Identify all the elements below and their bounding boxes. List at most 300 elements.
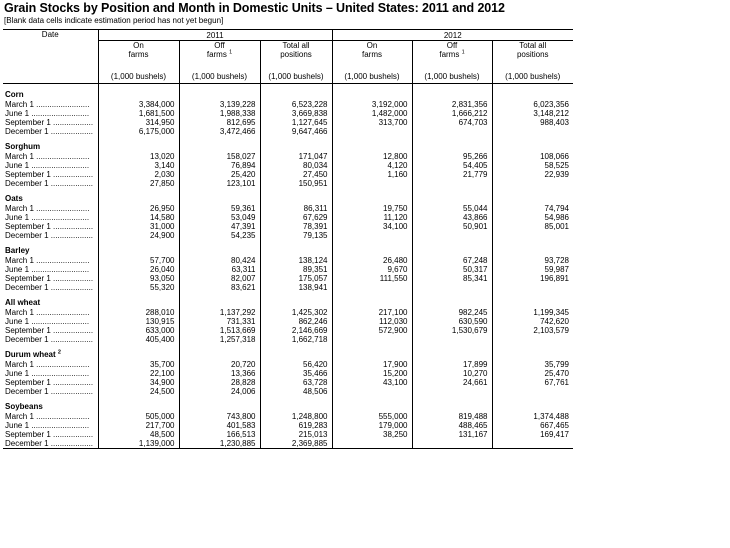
month-cell — [3, 127, 98, 136]
value-cell — [492, 231, 573, 240]
value-cell: 1,257,318 — [179, 335, 260, 344]
month-label: September 1 — [5, 430, 51, 439]
crop-name-label: Sorghum — [5, 142, 41, 151]
leader-dots: ........................ — [33, 308, 90, 317]
empty-cell — [179, 396, 260, 412]
value-cell: 6,023,356 — [492, 100, 573, 109]
value-cell: 2,030 — [98, 170, 179, 179]
crop-header-row — [3, 188, 573, 204]
value-cell: 76,894 — [179, 161, 260, 170]
leader-dots: .......................... — [29, 421, 90, 430]
value-cell: 633,000 — [98, 326, 179, 335]
month-cell — [3, 170, 98, 179]
date-column-header — [3, 30, 98, 84]
table-row — [3, 161, 573, 170]
leader-dots: .................. — [50, 430, 94, 439]
value-cell: 43,100 — [332, 378, 412, 387]
month-label: March 1 — [5, 100, 34, 109]
units-label: (1,000 bushels) — [492, 69, 573, 84]
empty-cell — [260, 240, 332, 256]
empty-cell — [332, 240, 412, 256]
leader-dots: ................... — [48, 127, 94, 136]
value-cell: 43,866 — [412, 213, 492, 222]
month-cell — [3, 412, 98, 421]
value-cell: 111,550 — [332, 274, 412, 283]
value-cell: 1,139,000 — [98, 439, 179, 449]
empty-cell — [412, 136, 492, 152]
table-row — [3, 222, 573, 231]
month-cell — [3, 265, 98, 274]
empty-cell — [179, 188, 260, 204]
month-cell — [3, 152, 98, 161]
leader-dots: ................... — [48, 335, 94, 344]
value-cell: 169,417 — [492, 430, 573, 439]
empty-cell — [332, 188, 412, 204]
crop-name-label: Corn — [5, 90, 24, 99]
value-cell: 108,066 — [492, 152, 573, 161]
month-label: December 1 — [5, 387, 49, 396]
value-cell: 56,420 — [260, 360, 332, 369]
table-row — [3, 152, 573, 161]
value-cell — [332, 179, 412, 188]
table-row — [3, 283, 573, 292]
value-cell: 54,405 — [412, 161, 492, 170]
crop-header-row — [3, 136, 573, 152]
crop-name — [3, 136, 98, 152]
value-cell: 67,761 — [492, 378, 573, 387]
month-label: September 1 — [5, 378, 51, 387]
value-cell: 217,100 — [332, 308, 412, 317]
year-2012-header: 2012 — [332, 30, 573, 41]
value-cell: 47,391 — [179, 222, 260, 231]
table-row — [3, 421, 573, 430]
value-cell: 3,384,000 — [98, 100, 179, 109]
table-row — [3, 412, 573, 421]
value-cell: 9,647,466 — [260, 127, 332, 136]
empty-cell — [179, 84, 260, 101]
value-cell: 405,400 — [98, 335, 179, 344]
value-cell: 988,403 — [492, 118, 573, 127]
value-cell: 17,900 — [332, 360, 412, 369]
units-label: (1,000 bushels) — [179, 69, 260, 84]
month-cell — [3, 308, 98, 317]
value-cell: 27,850 — [98, 179, 179, 188]
month-label: September 1 — [5, 170, 51, 179]
value-cell: 150,951 — [260, 179, 332, 188]
value-cell: 38,250 — [332, 430, 412, 439]
value-cell: 3,472,466 — [179, 127, 260, 136]
value-cell — [412, 439, 492, 449]
table-row — [3, 204, 573, 213]
value-cell: 1,662,718 — [260, 335, 332, 344]
value-cell: 93,728 — [492, 256, 573, 265]
value-cell: 2,369,885 — [260, 439, 332, 449]
leader-dots: ........................ — [33, 256, 90, 265]
units-label: (1,000 bushels) — [332, 69, 412, 84]
value-cell: 34,900 — [98, 378, 179, 387]
value-cell: 3,140 — [98, 161, 179, 170]
month-label: March 1 — [5, 360, 34, 369]
year-header-row — [3, 30, 573, 41]
value-cell: 25,420 — [179, 170, 260, 179]
year-2011-header: 2011 — [98, 30, 332, 41]
value-cell: 488,465 — [412, 421, 492, 430]
crop-name — [3, 188, 98, 204]
empty-cell — [332, 136, 412, 152]
footnote-marker: 2 — [57, 349, 61, 356]
empty-cell — [98, 84, 179, 101]
empty-cell — [260, 344, 332, 360]
value-cell: 24,661 — [412, 378, 492, 387]
month-label: March 1 — [5, 152, 34, 161]
value-cell: 982,245 — [412, 308, 492, 317]
month-label: December 1 — [5, 127, 49, 136]
value-cell: 28,828 — [179, 378, 260, 387]
month-cell — [3, 118, 98, 127]
total-2011-header: Total all positions — [260, 41, 332, 70]
table-row — [3, 231, 573, 240]
leader-dots: ........................ — [33, 204, 90, 213]
value-cell: 63,728 — [260, 378, 332, 387]
value-cell: 53,049 — [179, 213, 260, 222]
value-cell: 1,230,885 — [179, 439, 260, 449]
value-cell: 1,988,338 — [179, 109, 260, 118]
value-cell: 50,317 — [412, 265, 492, 274]
month-cell — [3, 360, 98, 369]
value-cell: 24,006 — [179, 387, 260, 396]
crop-header-row — [3, 396, 573, 412]
empty-cell — [98, 344, 179, 360]
value-cell — [412, 387, 492, 396]
leader-dots: .......................... — [29, 109, 90, 118]
crop-name — [3, 344, 98, 360]
table-row — [3, 274, 573, 283]
empty-cell — [332, 344, 412, 360]
leader-dots: .......................... — [29, 317, 90, 326]
value-cell: 17,899 — [412, 360, 492, 369]
value-cell: 10,270 — [412, 369, 492, 378]
value-cell: 862,246 — [260, 317, 332, 326]
empty-cell — [98, 240, 179, 256]
value-cell: 179,000 — [332, 421, 412, 430]
month-label: December 1 — [5, 231, 49, 240]
value-cell — [492, 127, 573, 136]
month-cell — [3, 283, 98, 292]
value-cell: 158,027 — [179, 152, 260, 161]
value-cell: 80,034 — [260, 161, 332, 170]
date-header-label: Date — [41, 30, 59, 39]
crop-name-label: All wheat — [5, 298, 41, 307]
value-cell: 112,030 — [332, 317, 412, 326]
value-cell: 1,482,000 — [332, 109, 412, 118]
value-cell — [492, 387, 573, 396]
value-cell: 35,700 — [98, 360, 179, 369]
empty-cell — [179, 344, 260, 360]
units-label: (1,000 bushels) — [260, 69, 332, 84]
value-cell — [412, 335, 492, 344]
value-cell: 80,424 — [179, 256, 260, 265]
value-cell: 95,266 — [412, 152, 492, 161]
value-cell: 3,669,838 — [260, 109, 332, 118]
leader-dots: ................... — [48, 283, 94, 292]
value-cell: 85,341 — [412, 274, 492, 283]
value-cell: 812,695 — [179, 118, 260, 127]
value-cell: 83,621 — [179, 283, 260, 292]
value-cell: 3,192,000 — [332, 100, 412, 109]
value-cell: 35,799 — [492, 360, 573, 369]
month-label: March 1 — [5, 308, 34, 317]
month-label: December 1 — [5, 179, 49, 188]
table-row — [3, 109, 573, 118]
empty-cell — [412, 396, 492, 412]
value-cell: 86,311 — [260, 204, 332, 213]
value-cell: 505,000 — [98, 412, 179, 421]
month-cell — [3, 387, 98, 396]
leader-dots: .................. — [50, 326, 94, 335]
crop-name — [3, 292, 98, 308]
empty-cell — [332, 84, 412, 101]
value-cell: 59,361 — [179, 204, 260, 213]
crop-header-row — [3, 240, 573, 256]
value-cell: 89,351 — [260, 265, 332, 274]
empty-cell — [260, 292, 332, 308]
value-cell: 63,311 — [179, 265, 260, 274]
empty-cell — [492, 344, 573, 360]
value-cell — [412, 283, 492, 292]
value-cell: 19,750 — [332, 204, 412, 213]
month-label: December 1 — [5, 283, 49, 292]
value-cell: 1,137,292 — [179, 308, 260, 317]
value-cell: 50,901 — [412, 222, 492, 231]
empty-cell — [412, 240, 492, 256]
value-cell: 55,320 — [98, 283, 179, 292]
month-label: September 1 — [5, 326, 51, 335]
value-cell: 1,666,212 — [412, 109, 492, 118]
value-cell: 11,120 — [332, 213, 412, 222]
value-cell: 401,583 — [179, 421, 260, 430]
value-cell: 79,135 — [260, 231, 332, 240]
value-cell: 31,000 — [98, 222, 179, 231]
grain-stocks-table — [3, 29, 573, 449]
value-cell — [492, 439, 573, 449]
value-cell — [332, 127, 412, 136]
empty-cell — [260, 136, 332, 152]
empty-cell — [98, 136, 179, 152]
value-cell: 619,283 — [260, 421, 332, 430]
value-cell: 743,800 — [179, 412, 260, 421]
month-cell — [3, 109, 98, 118]
crop-name-label: Soybeans — [5, 402, 43, 411]
on-farms-2012-header: On farms — [332, 41, 412, 70]
leader-dots: ................... — [48, 231, 94, 240]
value-cell: 166,513 — [179, 430, 260, 439]
off-farms-2012-header: Off farms $^1$ — [412, 41, 492, 70]
month-cell — [3, 421, 98, 430]
value-cell: 54,986 — [492, 213, 573, 222]
crop-name — [3, 396, 98, 412]
value-cell — [332, 231, 412, 240]
value-cell: 138,124 — [260, 256, 332, 265]
table-row — [3, 179, 573, 188]
empty-cell — [492, 84, 573, 101]
month-cell — [3, 204, 98, 213]
month-cell — [3, 222, 98, 231]
empty-cell — [260, 188, 332, 204]
month-cell — [3, 326, 98, 335]
leader-dots: .................. — [50, 378, 94, 387]
empty-cell — [412, 84, 492, 101]
value-cell: 674,703 — [412, 118, 492, 127]
month-label: June 1 — [5, 161, 30, 170]
month-cell — [3, 369, 98, 378]
month-cell — [3, 161, 98, 170]
table-row — [3, 387, 573, 396]
month-label: December 1 — [5, 439, 49, 448]
value-cell: 48,500 — [98, 430, 179, 439]
empty-cell — [412, 292, 492, 308]
table-row — [3, 360, 573, 369]
value-cell: 34,100 — [332, 222, 412, 231]
value-cell: 85,001 — [492, 222, 573, 231]
leader-dots: ........................ — [33, 152, 90, 161]
value-cell: 15,200 — [332, 369, 412, 378]
value-cell: 667,465 — [492, 421, 573, 430]
leader-dots: ........................ — [33, 100, 90, 109]
empty-cell — [332, 396, 412, 412]
value-cell: 13,366 — [179, 369, 260, 378]
value-cell: 1,248,800 — [260, 412, 332, 421]
leader-dots: .................. — [50, 222, 94, 231]
value-cell: 572,900 — [332, 326, 412, 335]
empty-cell — [492, 136, 573, 152]
value-cell: 67,248 — [412, 256, 492, 265]
leader-dots: .................. — [50, 274, 94, 283]
value-cell: 74,794 — [492, 204, 573, 213]
value-cell: 20,720 — [179, 360, 260, 369]
value-cell: 171,047 — [260, 152, 332, 161]
value-cell: 24,500 — [98, 387, 179, 396]
report-subtitle: [Blank data cells indicate estimation period has not yet begun] — [4, 16, 224, 25]
month-cell — [3, 256, 98, 265]
table-row — [3, 170, 573, 179]
value-cell: 3,139,228 — [179, 100, 260, 109]
value-cell: 131,167 — [412, 430, 492, 439]
value-cell: 1,681,500 — [98, 109, 179, 118]
month-label: June 1 — [5, 109, 30, 118]
month-cell — [3, 378, 98, 387]
month-label: June 1 — [5, 317, 30, 326]
month-cell — [3, 317, 98, 326]
empty-cell — [412, 344, 492, 360]
month-label: September 1 — [5, 118, 51, 127]
value-cell: 13,020 — [98, 152, 179, 161]
value-cell: 2,831,356 — [412, 100, 492, 109]
empty-cell — [412, 188, 492, 204]
value-cell: 1,127,645 — [260, 118, 332, 127]
table-row — [3, 213, 573, 222]
value-cell — [332, 283, 412, 292]
value-cell: 742,620 — [492, 317, 573, 326]
month-label: December 1 — [5, 335, 49, 344]
value-cell — [412, 179, 492, 188]
month-cell — [3, 335, 98, 344]
table-row — [3, 335, 573, 344]
empty-cell — [260, 396, 332, 412]
month-cell — [3, 439, 98, 449]
value-cell: 630,590 — [412, 317, 492, 326]
month-label: March 1 — [5, 204, 34, 213]
table-row — [3, 317, 573, 326]
value-cell — [492, 179, 573, 188]
empty-cell — [98, 292, 179, 308]
table-row — [3, 256, 573, 265]
crop-name-label: Barley — [5, 246, 30, 255]
leader-dots: ................... — [48, 387, 94, 396]
value-cell: 22,939 — [492, 170, 573, 179]
crop-name — [3, 84, 98, 101]
leader-dots: .......................... — [29, 369, 90, 378]
crop-header-row — [3, 84, 573, 101]
value-cell: 27,450 — [260, 170, 332, 179]
value-cell — [332, 439, 412, 449]
month-cell — [3, 274, 98, 283]
month-label: June 1 — [5, 421, 30, 430]
value-cell: 196,891 — [492, 274, 573, 283]
value-cell: 21,779 — [412, 170, 492, 179]
month-label: March 1 — [5, 256, 34, 265]
value-cell: 819,488 — [412, 412, 492, 421]
value-cell: 6,175,000 — [98, 127, 179, 136]
empty-cell — [492, 396, 573, 412]
value-cell: 123,101 — [179, 179, 260, 188]
value-cell: 1,199,345 — [492, 308, 573, 317]
table-row — [3, 127, 573, 136]
empty-cell — [492, 188, 573, 204]
value-cell: 6,523,228 — [260, 100, 332, 109]
empty-cell — [179, 240, 260, 256]
empty-cell — [179, 136, 260, 152]
value-cell — [412, 127, 492, 136]
value-cell — [492, 335, 573, 344]
month-label: September 1 — [5, 222, 51, 231]
value-cell: 59,987 — [492, 265, 573, 274]
month-label: June 1 — [5, 265, 30, 274]
value-cell: 2,146,669 — [260, 326, 332, 335]
value-cell: 314,950 — [98, 118, 179, 127]
value-cell: 58,525 — [492, 161, 573, 170]
value-cell: 288,010 — [98, 308, 179, 317]
table-row — [3, 308, 573, 317]
value-cell: 555,000 — [332, 412, 412, 421]
value-cell: 4,120 — [332, 161, 412, 170]
value-cell: 93,050 — [98, 274, 179, 283]
crop-name — [3, 240, 98, 256]
month-label: June 1 — [5, 213, 30, 222]
empty-cell — [179, 292, 260, 308]
leader-dots: ........................ — [33, 360, 90, 369]
month-label: June 1 — [5, 369, 30, 378]
total-2012-header: Total all positions — [492, 41, 573, 70]
value-cell: 26,950 — [98, 204, 179, 213]
value-cell — [412, 231, 492, 240]
off-farms-2011-header: Off farms $^1$ — [179, 41, 260, 70]
value-cell: 24,900 — [98, 231, 179, 240]
value-cell: 54,235 — [179, 231, 260, 240]
empty-cell — [260, 84, 332, 101]
table-row — [3, 326, 573, 335]
value-cell: 9,670 — [332, 265, 412, 274]
value-cell: 130,915 — [98, 317, 179, 326]
